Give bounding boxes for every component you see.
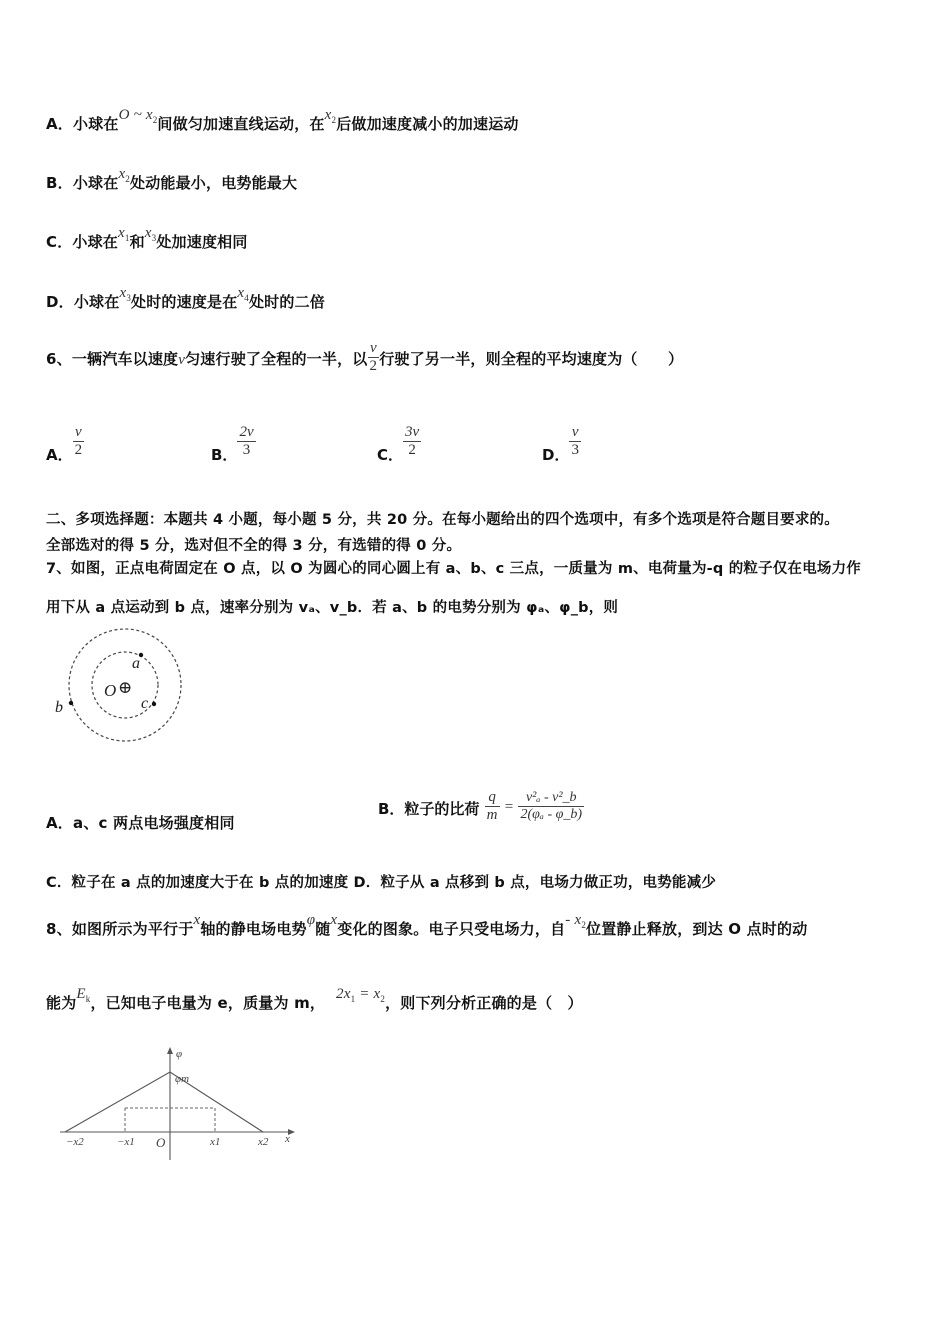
option-text: A．小球在 — [46, 115, 119, 133]
positive-charge-symbol: ⊕ — [118, 678, 133, 697]
q6-stem — [46, 342, 683, 377]
math-var: x — [330, 912, 338, 928]
tick-neg-x1: −x1 — [117, 1136, 135, 1148]
math-expr: $E_k$ — [76, 986, 91, 1004]
q7-options-cd: C．粒子在 a 点的加速度大于在 b 点的加速度 D．粒子从 a 点移到 b 点，电场力做正功，电势能减少 — [46, 875, 717, 891]
option-text: C．小球在 — [46, 233, 119, 251]
q7-option-b: B．粒子的比荷 $\frac{q}{m}$ = $\frac{\text{v²ₐ - v²\_b}}{\text{2(φₐ - φ\_b)}}$ — [378, 789, 583, 823]
x-axis-label: x — [285, 1133, 290, 1145]
q6-option-c: C． $\frac{3v}{2}$ — [377, 424, 420, 464]
option-text: 处动能最小，电势能最大 — [130, 174, 298, 192]
stem-text: 行驶了另一半，则全程的平均速度为（ ） — [379, 350, 684, 368]
tick-x1: x1 — [210, 1136, 221, 1148]
charge-mass-ratio: $\frac{q}{m}$ — [486, 789, 498, 823]
label-a: a — [132, 655, 140, 672]
stem-text: ，则下列分析正确的是（ ） — [385, 994, 583, 1012]
option-text: 间做匀加速直线运动，在 — [157, 115, 325, 133]
stem-text: 变化的图象。电子只受电场力，自 — [337, 920, 566, 938]
fraction: $\frac{v}{2}$ — [369, 340, 378, 374]
math-expr: $x_2$ — [324, 107, 337, 125]
peak-label: φm — [175, 1073, 190, 1085]
q7-stem-line2: 用下从 a 点运动到 b 点，速率分别为 vₐ、v_b．若 a、b 的电势分别为 φₐ、φ_b，则 — [46, 600, 619, 616]
potential-curve — [65, 1072, 263, 1132]
stem-text: 匀速行驶了全程的一半，以 — [185, 350, 368, 368]
q7-option-a: A．a、c 两点电场强度相同 — [46, 814, 235, 832]
option-text: 处时的速度是在 — [131, 293, 238, 311]
stem-text: 能为 — [46, 994, 77, 1012]
q5-option-b — [46, 166, 298, 194]
stem-text: 8、如图所示为平行于 — [46, 920, 194, 938]
math-expr: $x_2$ — [118, 166, 130, 184]
stem-text: 随 — [315, 920, 331, 938]
q8-stem-line2 — [46, 986, 583, 1014]
math-expr: $x_1$ — [118, 225, 130, 243]
tick-x2: x2 — [258, 1136, 269, 1148]
label-c: c — [141, 695, 149, 712]
math-var: φ — [306, 912, 316, 928]
option-text: B．小球在 — [46, 174, 119, 192]
stem-text: 6、一辆汽车以速度 — [46, 350, 179, 368]
q5-option-d — [46, 285, 325, 313]
q8-stem-line1 — [46, 912, 808, 940]
section2-line1: 二、多项选择题：本题共 4 小题，每小题 5 分，共 20 分。在每小题给出的四个选项中，有多个选项是符合题目要求的。 — [46, 512, 839, 528]
math-var: v — [178, 352, 186, 368]
q5-option-c — [46, 225, 248, 253]
option-text: 处加速度相同 — [156, 233, 248, 251]
math-expr: - $x_2$ — [565, 912, 587, 930]
velocity-potential-fraction: $\frac{\text{v²ₐ - v²\_b}}{\text{2(φₐ - φ\_b)}}$ — [520, 790, 583, 822]
tick-origin: O — [156, 1135, 166, 1150]
q6-option-a: A． $\frac{v}{2}$ — [46, 424, 83, 464]
q6-option-b: B． $\frac{2v}{3}$ — [211, 424, 254, 464]
y-axis-label: φ — [176, 1048, 183, 1060]
point-b-dot — [69, 701, 73, 705]
option-text: 处时的二倍 — [248, 293, 325, 311]
tick-neg-x2: −x2 — [66, 1136, 84, 1148]
math-expr: $2x_1 = x_2$ — [336, 986, 386, 1004]
stem-text: 轴的静电场电势 — [200, 920, 307, 938]
q6-option-d: D． $\frac{v}{3}$ — [542, 424, 579, 464]
point-c-dot — [152, 702, 156, 706]
section2-line2: 全部选对的得 5 分，选对但不全的得 3 分，有选错的得 0 分。 — [46, 538, 462, 554]
y-axis-arrow — [167, 1047, 173, 1054]
stem-text: 位置静止释放，到达 O 点时的动 — [586, 920, 808, 938]
math-expr: $x_3$ — [144, 225, 157, 243]
label-b: b — [55, 699, 63, 716]
q5-option-a — [46, 107, 519, 135]
option-text: 后做加速度减小的加速运动 — [336, 115, 519, 133]
q8-potential-graph — [55, 1042, 305, 1167]
q7-stem-line1: 7、如图，正点电荷固定在 O 点，以 O 为圆心的同心圆上有 a、b、c 三点，一质量为 m、电荷量为-q 的粒子仅在电场力作 — [46, 561, 861, 577]
option-text: D．小球在 — [46, 293, 120, 311]
math-expr: $x_3$ — [119, 285, 132, 303]
option-text: 和 — [129, 233, 145, 251]
math-var: x — [193, 912, 201, 928]
math-expr: $x_4$ — [237, 285, 249, 303]
q7-concentric-circle-figure — [50, 622, 190, 747]
stem-text: ，已知电子电量为 e，质量为 m， — [90, 994, 326, 1012]
label-o: O — [104, 681, 117, 700]
math-expr: O ~ $x_2$ — [118, 107, 158, 125]
